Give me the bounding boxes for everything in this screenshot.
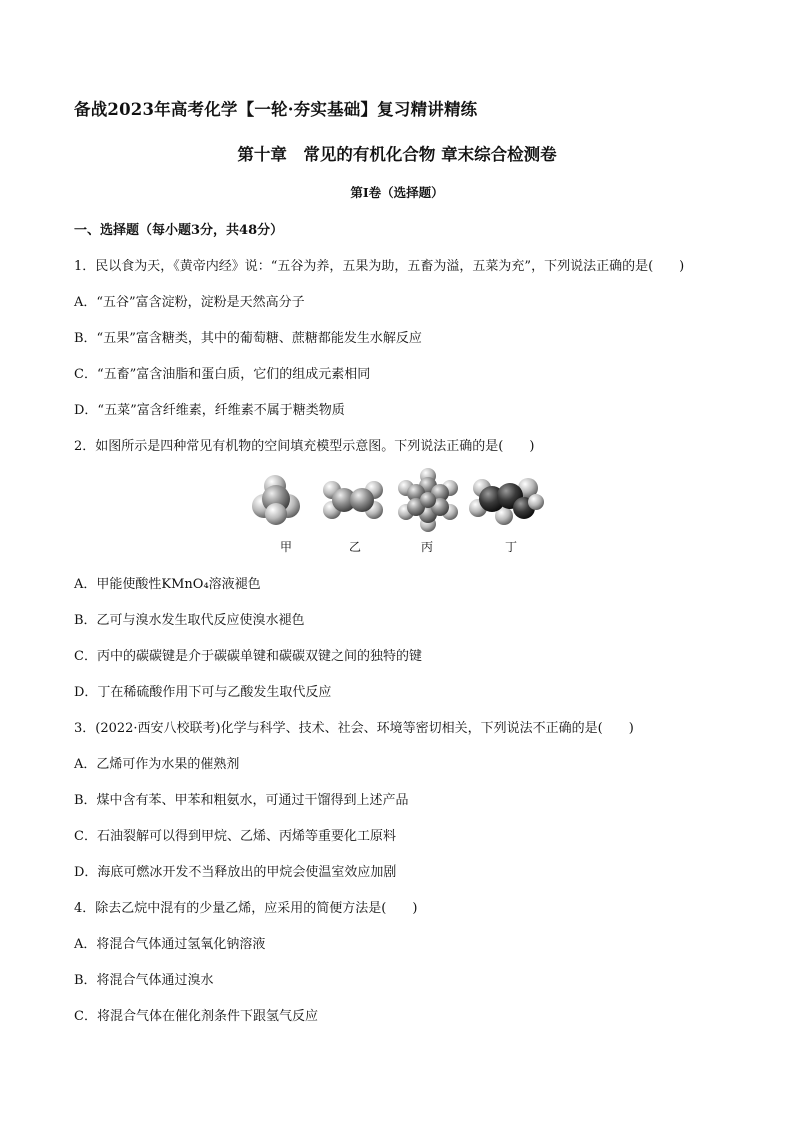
question-2-option-a: A．甲能使酸性KMnO₄溶液褪色 xyxy=(74,577,261,592)
question-1-option-c: C．“五畜”富含油脂和蛋白质，它们的组成元素相同 xyxy=(74,367,371,382)
question-4-option-b: B．将混合气体通过溴水 xyxy=(74,973,214,988)
section-heading: 一、选择题（每小题3分，共48分） xyxy=(74,223,284,238)
question-1-option-b: B．“五果”富含糖类，其中的葡萄糖、蔗糖都能发生水解反应 xyxy=(74,331,422,346)
question-2-option-c: C．丙中的碳碳键是介于碳碳单键和碳碳双键之间的独特的键 xyxy=(74,649,422,664)
document-title: 备战2023年高考化学【一轮·夯实基础】复习精讲精练 xyxy=(74,100,478,119)
figure-label-bing: 丙 xyxy=(421,540,434,554)
volume-title: 第I卷（选择题） xyxy=(350,185,444,200)
question-1-option-d: D．“五菜”富含纤维素，纤维素不属于糖类物质 xyxy=(74,403,345,418)
question-1-stem: 1．民以食为天，《黄帝内经》说：“五谷为养，五果为助，五畜为溢，五菜为充”，下列说法正确的是( ) xyxy=(74,259,685,274)
ethylene-model xyxy=(323,481,383,519)
methane-model xyxy=(252,475,300,525)
figure-label-ding: 丁 xyxy=(505,540,518,554)
ethanol-model xyxy=(469,478,544,525)
question-3-option-b: B．煤中含有苯、甲苯和粗氨水，可通过干馏得到上述产品 xyxy=(74,793,409,808)
figure-label-jia: 甲 xyxy=(280,540,293,554)
question-3-stem: 3．(2022·西安八校联考)化学与科学、技术、社会、环境等密切相关，下列说法不正确的是( ) xyxy=(74,721,634,736)
question-2-option-d: D．丁在稀硫酸作用下可与乙酸发生取代反应 xyxy=(74,685,332,700)
benzene-model xyxy=(398,468,458,532)
figure-label-yi: 乙 xyxy=(349,540,362,554)
question-4-option-a: A．将混合气体通过氢氧化钠溶液 xyxy=(74,937,266,952)
molecule-models-image xyxy=(246,466,546,534)
question-4-stem: 4．除去乙烷中混有的少量乙烯，应采用的简便方法是( ) xyxy=(74,901,418,916)
question-2-stem: 2．如图所示是四种常见有机物的空间填充模型示意图。下列说法正确的是( ) xyxy=(74,439,535,454)
chapter-title: 第十章 常见的有机化合物 章末综合检测卷 xyxy=(237,145,557,164)
question-3-option-c: C．石油裂解可以得到甲烷、乙烯、丙烯等重要化工原料 xyxy=(74,829,396,844)
question-4-option-c: C．将混合气体在催化剂条件下跟氢气反应 xyxy=(74,1009,318,1024)
question-1-option-a: A．“五谷”富含淀粉，淀粉是天然高分子 xyxy=(74,295,305,310)
question-3-option-d: D．海底可燃冰开发不当释放出的甲烷会使温室效应加剧 xyxy=(74,865,397,880)
question-2-option-b: B．乙可与溴水发生取代反应使溴水褪色 xyxy=(74,613,305,628)
question-3-option-a: A．乙烯可作为水果的催熟剂 xyxy=(74,757,240,772)
space-filling-models-figure xyxy=(246,466,546,556)
